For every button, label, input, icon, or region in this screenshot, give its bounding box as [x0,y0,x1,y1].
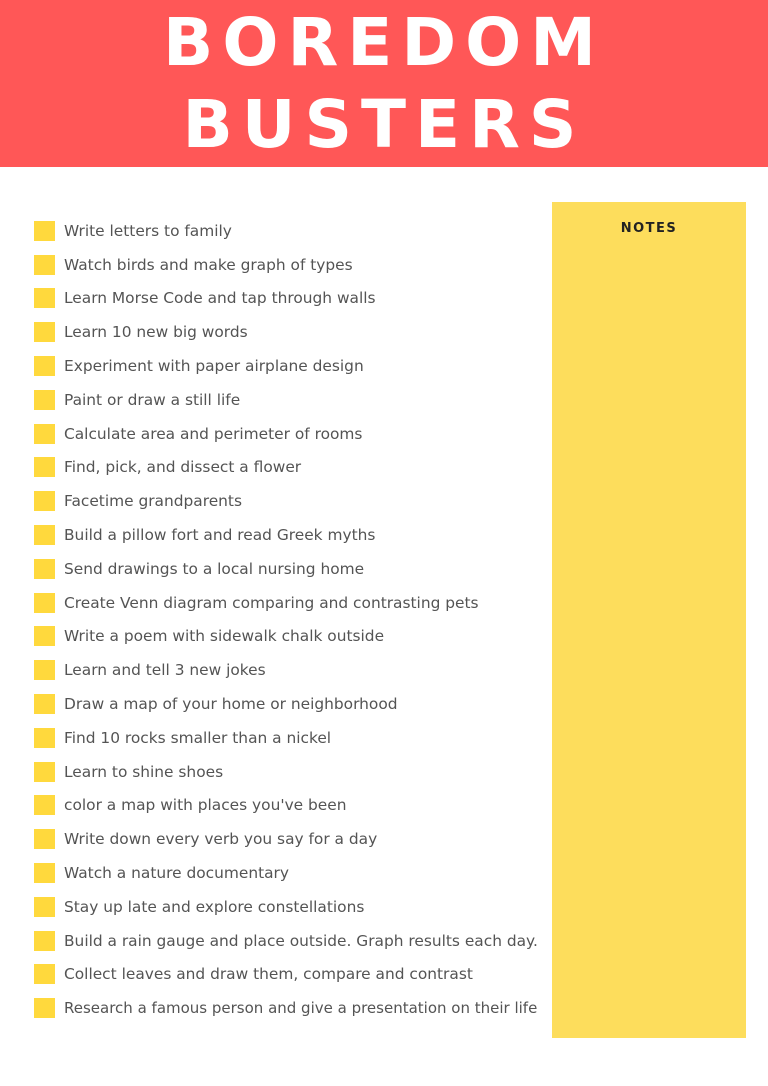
checklist-item [34,248,554,282]
checklist-item-label: Facetime grandparents [64,492,242,511]
checkbox[interactable] [34,255,55,275]
notes-panel[interactable] [552,202,746,1038]
checklist-item-label: Learn 10 new big words [64,323,248,342]
checkbox[interactable] [34,694,55,714]
checkbox[interactable] [34,964,55,984]
checkbox[interactable] [34,390,55,410]
checklist-item-label: Find, pick, and dissect a flower [64,458,302,477]
checklist-item [34,890,554,924]
checklist-item-label: Calculate area and perimeter of rooms [64,424,363,443]
checklist-item-label: Experiment with paper airplane design [64,357,364,376]
checkbox[interactable] [34,457,55,477]
checkbox[interactable] [34,931,55,951]
activity-checklist [34,214,554,1025]
checkbox[interactable] [34,660,55,680]
checkbox[interactable] [34,593,55,613]
checkbox[interactable] [34,559,55,579]
checkbox[interactable] [34,491,55,511]
checklist-item-label: Find 10 rocks smaller than a nickel [64,728,332,747]
page-title-line-2: BUSTERS [182,86,586,163]
checklist-item-label: Write down every verb you say for a day [64,830,378,849]
checklist-item [34,991,554,1025]
checkbox[interactable] [34,795,55,815]
checklist-item-label: Write a poem with sidewalk chalk outside [64,627,385,646]
checkbox[interactable] [34,998,55,1018]
checklist-item [34,924,554,958]
checklist-item-label: Research a famous person and give a presentation on their life [64,999,538,1018]
checkbox[interactable] [34,288,55,308]
checklist-item-label: Draw a map of your home or neighborhood [64,695,398,714]
checklist-item-label: Stay up late and explore constellations [64,897,365,916]
checklist-item [34,552,554,586]
header-banner [0,0,768,167]
checklist-item [34,620,554,654]
checkbox[interactable] [34,829,55,849]
page-title-line-1: BOREDOM [163,4,605,81]
checklist-item [34,653,554,687]
checkbox[interactable] [34,221,55,241]
checklist-item [34,282,554,316]
checklist-item [34,214,554,248]
checklist-item [34,383,554,417]
checklist-item [34,856,554,890]
checklist-item [34,755,554,789]
checklist-item-label: Paint or draw a still life [64,390,241,409]
checklist-item [34,586,554,620]
checklist-item [34,721,554,755]
checklist-item [34,349,554,383]
checklist-item [34,822,554,856]
checklist-item [34,518,554,552]
checklist-item-label: Learn Morse Code and tap through walls [64,289,376,308]
notes-title: NOTES [620,221,678,236]
checklist-item-label: Build a rain gauge and place outside. Graph results each day. [64,931,538,950]
checklist-item-label: Build a pillow fort and read Greek myths [64,526,376,545]
checklist-item-label: Learn to shine shoes [64,762,224,781]
checklist-item-label: Watch a nature documentary [64,864,289,883]
checkbox[interactable] [34,863,55,883]
checklist-item [34,315,554,349]
checkbox[interactable] [34,762,55,782]
checkbox[interactable] [34,356,55,376]
checklist-item-label: Send drawings to a local nursing home [64,559,365,578]
checkbox[interactable] [34,525,55,545]
checklist-item-label: color a map with places you've been [64,796,347,815]
checklist-item-label: Watch birds and make graph of types [64,255,353,274]
checkbox[interactable] [34,322,55,342]
checklist-item-label: Collect leaves and draw them, compare and contrast [64,965,473,984]
checkbox[interactable] [34,424,55,444]
checklist-item [34,958,554,992]
checklist-item-label: Create Venn diagram comparing and contrasting pets [64,593,479,612]
checkbox[interactable] [34,626,55,646]
checklist-item [34,484,554,518]
checkbox[interactable] [34,897,55,917]
checklist-item [34,789,554,823]
checklist-item [34,687,554,721]
checklist-item [34,451,554,485]
checkbox[interactable] [34,728,55,748]
checklist-item [34,417,554,451]
checklist-item-label: Learn and tell 3 new jokes [64,661,266,680]
checklist-item-label: Write letters to family [64,221,232,240]
